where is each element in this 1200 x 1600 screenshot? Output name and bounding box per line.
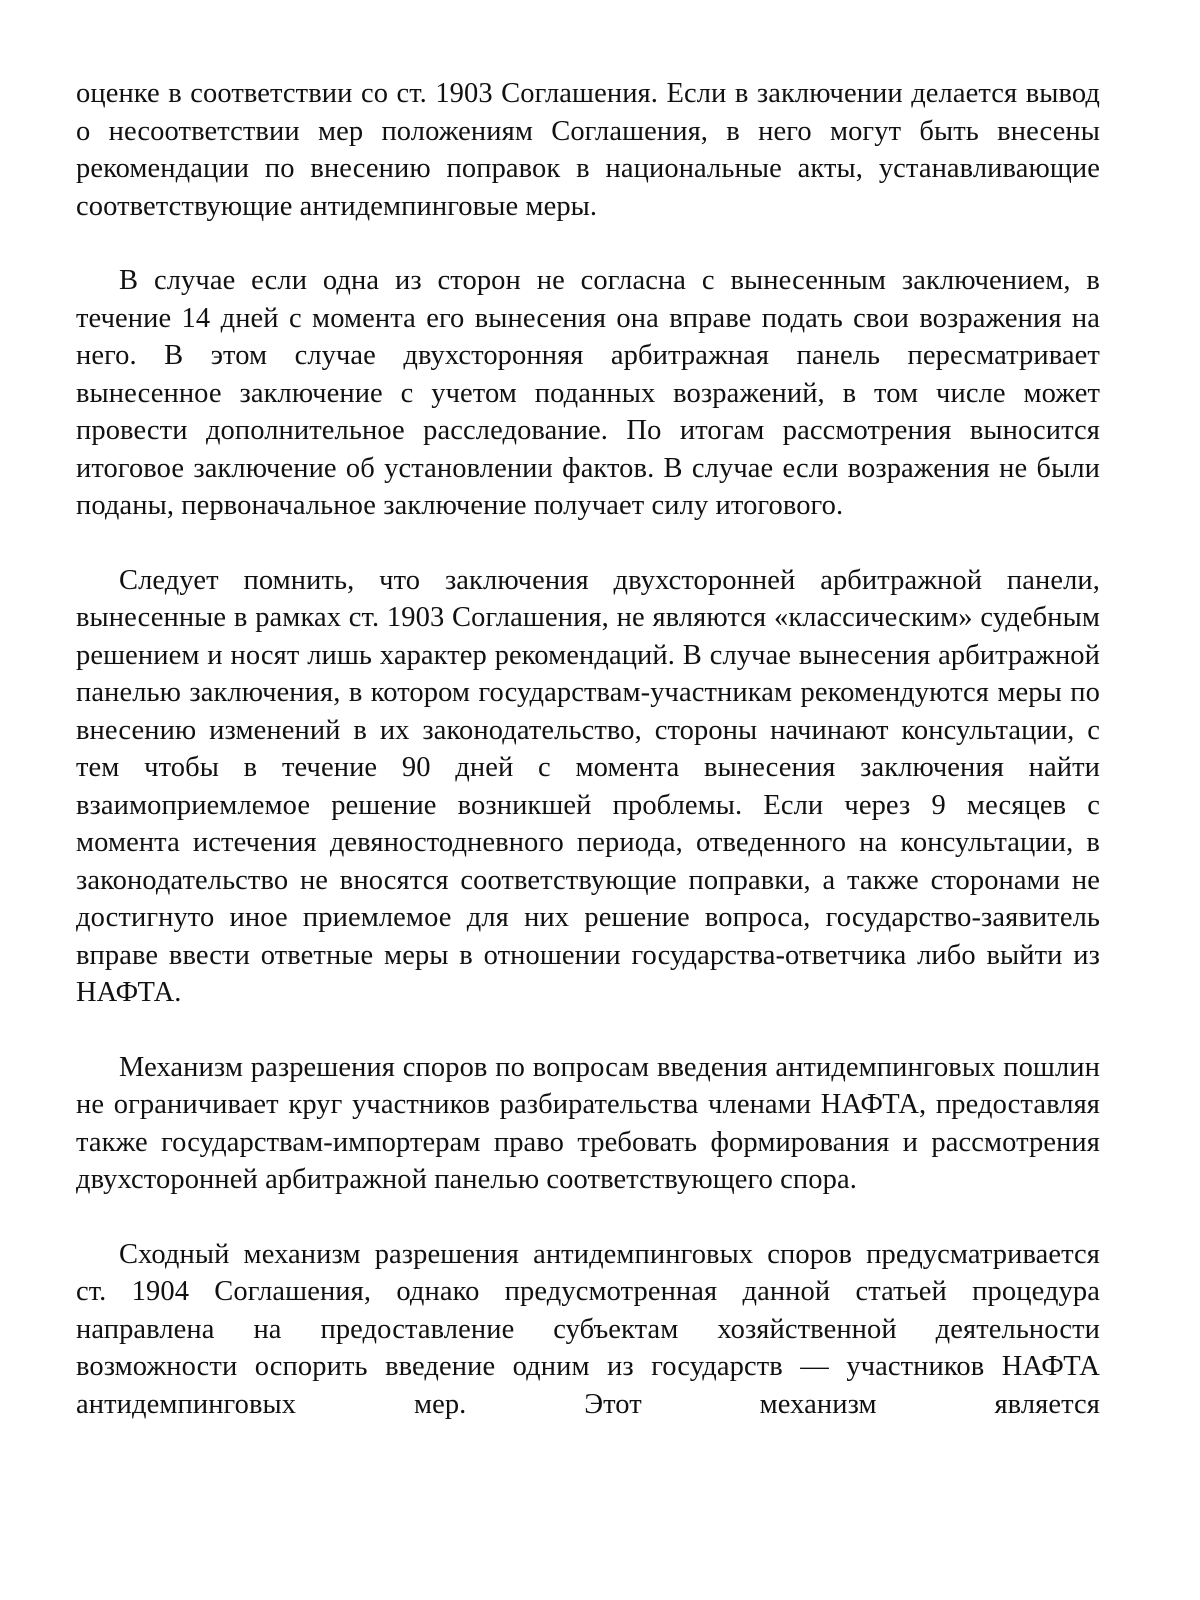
paragraph-2: В случае если одна из сторон не согласна с вынесенным заключением, в течение 14 дней с момента его вынесения она вправе подать свои возражения на него. В этом случае двухсторонняя арбитражная панель пересматривает вынесенное заключение с учетом поданных возражений, в том числе может провести дополнительное расследование. По итогам рассмотрения выносится итоговое заключение об установлении фактов. В случае если возражения не были поданы, первоначальное заключение получает силу итогового. <box>76 265 1100 521</box>
paragraph-3: Следует помнить, что заключения двухсторонней арбитражной панели, вынесенные в рамках ст. 1903 Соглашения, не являются «классическим» судебным решением и носят лишь характер рекомендаций. В случае вынесения арбитражной панелью заключения, в котором государствам-участникам рекомендуются меры по внесению изменений в их законодательство, стороны начинают консультации, с тем чтобы в течение 90 дней с момента вынесения заключения найти взаимоприемлемое решение возникшей проблемы. Если через 9 месяцев с момента истечения девяностодневного периода, отведенного на консультации, в законодательство не вносятся соответствующие поправки, а также сторонами не достигнуто иное приемлемое для них решение вопроса, государство-заявитель вправе ввести ответные меры в отношении государства-ответчика либо выйти из НАФТА. <box>76 564 1100 1008</box>
paragraph-5: Сходный механизм разрешения антидемпинговых споров предусматривается ст. 1904 Соглашения, однако предусмотренная данной статьей процедура направлена на предоставление субъектам хозяйственной деятельности возможности оспорить введение одним из государств — участников НАФТА антидемпинговых мер. Этот механизм является <box>76 1238 1100 1420</box>
paragraph-1: оценке в соответствии со ст. 1903 Соглашения. Если в заключении делается вывод о несоответствии мер положениям Соглашения, в него могут быть внесены рекомендации по внесению поправок в национальные акты, устанавливающие соответствующие антидемпинговые меры. <box>76 78 1100 222</box>
paragraph-4: Механизм разрешения споров по вопросам введения антидемпинговых пошлин не ограничивает круг участников разбирательства членами НАФТА, предоставляя также государствам-импортерам право требовать формирования и рассмотрения двухсторонней арбитражной панелью соответствующего спора. <box>76 1051 1100 1195</box>
document-body <box>76 75 1100 1423</box>
